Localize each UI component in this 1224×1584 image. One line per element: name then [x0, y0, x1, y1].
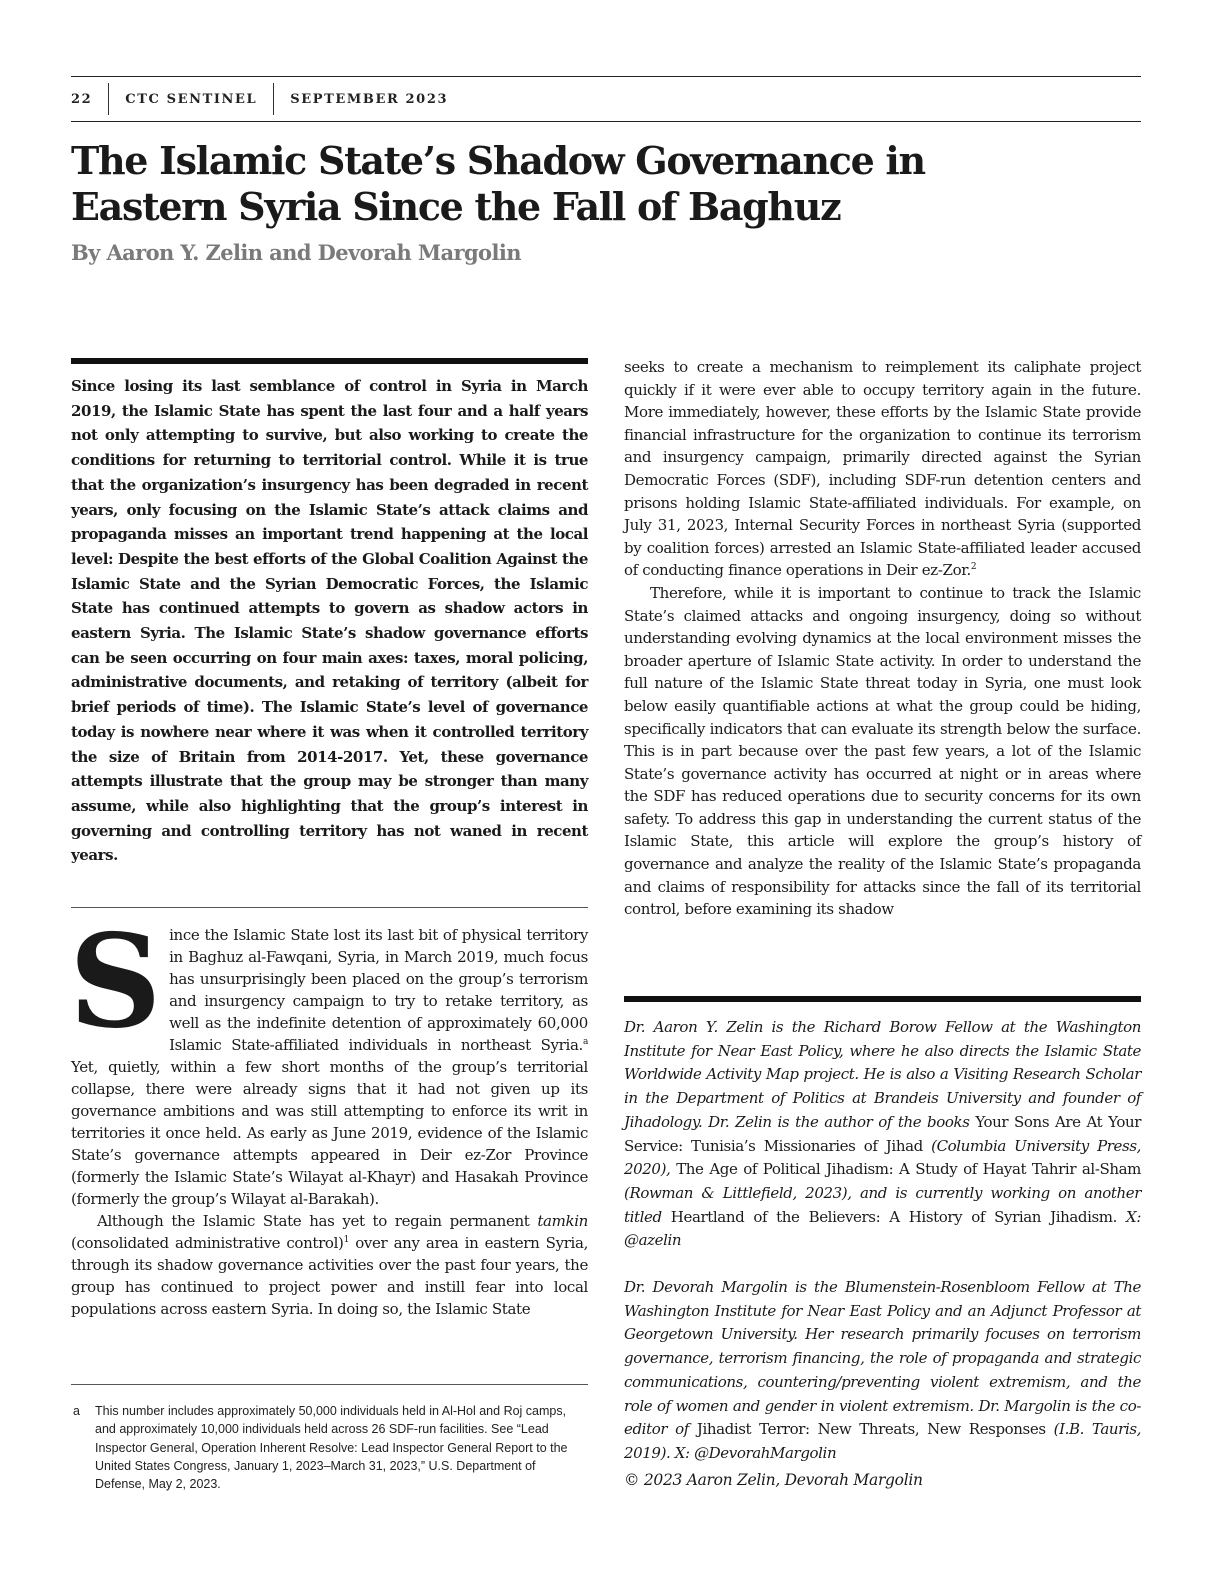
body-paragraph: Therefore, while it is important to continue to track the Islamic State’s claimed attacks and ongoing insurgency, doing so without understanding evolving dynamics at the local environment misses the broader aperture of Islamic State activity. In order to understand the full nature of the Islamic State threat today in Syria, one must look below easily quantifiable actions at what the group could be hiding, specifically indicators that can evaluate its strength below the surface. This is in part because over the past few years, a lot of the Islamic State’s governance activity has occurred at night or in areas where the SDF has reduced operations due to security concerns for its own safety. To address this gap in understanding the current status of the Islamic State, this article will explore the group’s history of governance and analyze the reality of the Islamic State’s propaganda and claims of responsibility for attacks since the fall of its territorial control, before examining its shadow	[624, 583, 1141, 919]
running-header	[71, 77, 448, 121]
term-tamkin: tamkin	[537, 1212, 588, 1230]
issue-date: SEPTEMBER 2023	[290, 91, 449, 107]
header-bottom-rule	[71, 121, 1141, 122]
byline: By Aaron Y. Zelin and Devorah Margolin	[71, 240, 521, 265]
header-separator	[273, 83, 274, 115]
copyright-icon: ©	[624, 1471, 640, 1489]
footnote	[71, 1402, 588, 1493]
footnote-rule	[71, 1384, 588, 1385]
abstract	[71, 374, 588, 868]
body-paragraph: Although the Islamic State has yet to regain permanent tamkin (consolidated administrative control)$^1$ over any area in eastern Syria, through its shadow governance activities over the past four years, the group has continued to project power and instill fear into local populations across eastern Syria. In doing so, the Islamic State	[71, 1212, 588, 1318]
endnote-ref: 1	[343, 1235, 349, 1245]
page-number: 22	[71, 91, 93, 107]
body-paragraph: Since the Islamic State lost its last bit of physical territory in Baghuz al-Fawqani, Syria, in March 2019, much focus has unsurprisingly been placed on the group’s terrorism and insurgency campaign to try to retake territory, as well as the indefinite detention of approximately 60,000 Islamic State-affiliated individuals in northeast Syria.$^a$ Yet, quietly, within a few short months of the group’s territorial collapse, there were already signs that it had not given up its governance ambitions and was still attempting to enforce its writ in territories it once held. As early as June 2019, evidence of the Islamic State’s governance attempts appeared in Deir ez-Zor Province (formerly the Islamic State’s Wilayat al-Khayr) and Hasakah Province (formerly the group’s Wilayat al-Barakah).	[69, 907, 588, 1208]
drop-cap: S	[69, 907, 162, 1057]
body-paragraph: seeks to create a mechanism to reimplement its caliphate project quickly if it were ever able to occupy territory again in the future. More immediately, however, these efforts by the Islamic State provide financial infrastructure for the organization to continue its terrorism and insurgency campaign, primarily directed against the Syrian Democratic Forces (SDF), including SDF-run detention centers and prisons holding Islamic State-affiliated individuals. For example, on July 31, 2023, Internal Security Forces in northeast Syria (supported by coalition forces) arrested an Islamic State-affiliated leader accused of conducting finance operations in Deir ez-Zor.$^2$	[624, 358, 1141, 580]
footnote-ref: a	[582, 1037, 588, 1047]
body-column-right	[624, 356, 1141, 921]
publication-name: CTC SENTINEL	[125, 91, 258, 107]
bio-zelin: Dr. Aaron Y. Zelin is the Richard Borow Fellow at the Washington Institute for Near East Policy, where he also directs the Islamic State Worldwide Activity Map project. He is also a Visiting Research Scholar in the Department of Politics at Brandeis University and founder of Jihadology. Dr. Zelin is the author of the books Your Sons Are At Your Service: Tunisia’s Missionaries of Jihad (Columbia University Press, 2020), The Age of Political Jihadism: A Study of Hayat Tahrir al-Sham (Rowman & Littlefield, 2023), and is currently working on another titled Heartland of the Believers: A History of Syrian Jihadism. X: @azelin	[624, 1018, 1141, 1250]
title-line-2: Eastern Syria Since the Fall of Baghuz	[71, 184, 841, 229]
copyright-notice: © 2023 Aaron Zelin, Devorah Margolin	[624, 1471, 923, 1489]
article-title	[71, 138, 1071, 230]
body-column-left	[69, 907, 588, 1320]
header-separator	[108, 83, 109, 115]
footnote-mark: a	[73, 1404, 80, 1418]
footnote-text: This number includes approximately 50,000 individuals held in Al-Hol and Roj camps, and approximately 10,000 individuals held across 26 SDF-run facilities. See “Lead Inspector General, Operation Inherent Resolve: Lead Inspector General Report to the United States Congress, January 1, 2023–March 31, 2023,” U.S. Department of Defense, May 2, 2023.	[95, 1404, 568, 1492]
title-line-1: The Islamic State’s Shadow Governance in	[71, 138, 925, 183]
bio-margolin: Dr. Devorah Margolin is the Blumenstein-Rosenbloom Fellow at The Washington Institute for Near East Policy and an Adjunct Professor at Georgetown University. Her research primarily focuses on terrorism governance, terrorism financing, the role of propaganda and strategic communications, countering/preventing violent extremism, and the role of women and gender in violent extremism. Dr. Margolin is the co-editor of Jihadist Terror: New Threats, New Responses (I.B. Tauris, 2019). X: @DevorahMargolin	[624, 1278, 1142, 1462]
bios-top-rule	[624, 996, 1141, 1002]
author-bios	[624, 1016, 1141, 1466]
endnote-ref: 2	[970, 562, 977, 573]
abstract-top-rule	[71, 358, 588, 364]
abstract-text: Since losing its last semblance of control in Syria in March 2019, the Islamic State has spent the last four and a half years not only attempting to survive, but also working to create the conditions for returning to territorial control. While it is true that the organization’s insurgency has been degraded in recent years, only focusing on the Islamic State’s attack claims and propaganda misses an important trend happening at the local level: Despite the best efforts of the Global Coalition Against the Islamic State and the Syrian Democratic Forces, the Islamic State has continued attempts to govern as shadow actors in eastern Syria. The Islamic State’s shadow governance efforts can be seen occurring on four main axes: taxes, moral policing, administrative documents, and retaking of territory (albeit for brief periods of time). The Islamic State’s level of governance today is nowhere near where it was when it controlled territory the size of Britain from 2014-2017. Yet, these governance attempts illustrate that the group may be stronger than many assume, while also highlighting that the group’s interest in governing and controlling territory has not waned in recent years.	[71, 377, 588, 865]
